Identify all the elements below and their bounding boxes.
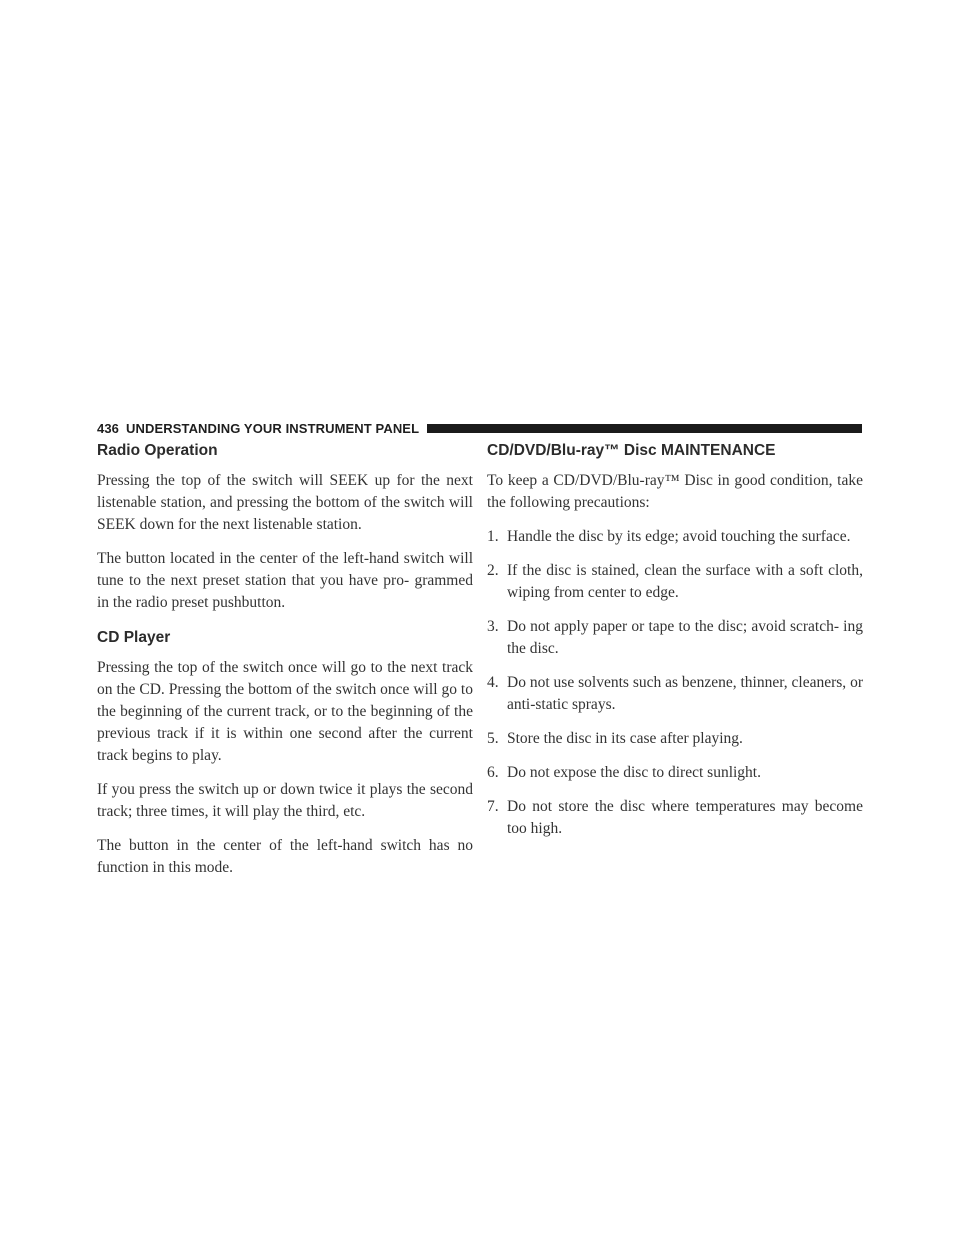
list-item-number: 5.	[487, 730, 499, 747]
list-item	[487, 728, 863, 750]
list-item-number: 3.	[487, 618, 499, 635]
header-rule	[427, 424, 862, 433]
disc-maintenance-heading: CD/DVD/Blu-ray™ Disc MAINTENANCE	[487, 442, 776, 459]
list-item-text: Do not apply paper or tape to the disc; avoid scratch- ing the disc.	[507, 618, 863, 657]
list-item-number: 1.	[487, 528, 499, 545]
list-item-number: 2.	[487, 562, 499, 579]
cd-paragraph-2: If you press the switch up or down twice it plays the second track; three times, it will play the third, etc.	[97, 781, 473, 820]
list-item-text: If the disc is stained, clean the surface with a soft cloth, wiping from center to edge.	[507, 562, 863, 601]
list-item-text: Store the disc in its case after playing.	[507, 730, 743, 747]
list-item-number: 4.	[487, 674, 499, 691]
list-item	[487, 560, 863, 604]
precautions-list	[487, 526, 863, 840]
left-column	[97, 440, 473, 879]
section-title: UNDERSTANDING YOUR INSTRUMENT PANEL	[126, 420, 420, 436]
list-item-number: 6.	[487, 764, 499, 781]
list-item-number: 7.	[487, 798, 499, 815]
list-item-text: Do not expose the disc to direct sunlight.	[507, 764, 761, 781]
radio-paragraph-1: Pressing the top of the switch will SEEK up for the next listenable station, and pressing the bottom of the switch will SEEK down for the next listenable station.	[97, 472, 473, 533]
list-item	[487, 762, 863, 784]
list-item-text: Handle the disc by its edge; avoid touching the surface.	[507, 528, 851, 545]
list-item-text: Do not store the disc where temperatures may become too high.	[507, 798, 863, 837]
disc-maintenance-intro: To keep a CD/DVD/Blu-ray™ Disc in good condition, take the following precautions:	[487, 472, 863, 511]
cd-player-heading: CD Player	[97, 629, 171, 646]
page-header	[97, 418, 862, 438]
list-item-text: Do not use solvents such as benzene, thinner, cleaners, or anti-static sprays.	[507, 674, 863, 713]
list-item	[487, 796, 863, 840]
radio-operation-heading: Radio Operation	[97, 442, 218, 459]
radio-paragraph-2: The button located in the center of the left-hand switch will tune to the next preset station that you have pro- grammed in the radio preset pushbutton.	[97, 550, 473, 611]
list-item	[487, 616, 863, 660]
list-item	[487, 672, 863, 716]
cd-paragraph-3: The button in the center of the left-hand switch has no function in this mode.	[97, 837, 473, 876]
cd-paragraph-1: Pressing the top of the switch once will go to the next track on the CD. Pressing the bottom of the switch once will go to the beginning of the current track, or to the beginning of the previous track if it is within one second after the current track begins to play.	[97, 659, 473, 764]
list-item	[487, 526, 863, 548]
right-column	[487, 440, 863, 852]
page-number: 436	[97, 420, 119, 436]
